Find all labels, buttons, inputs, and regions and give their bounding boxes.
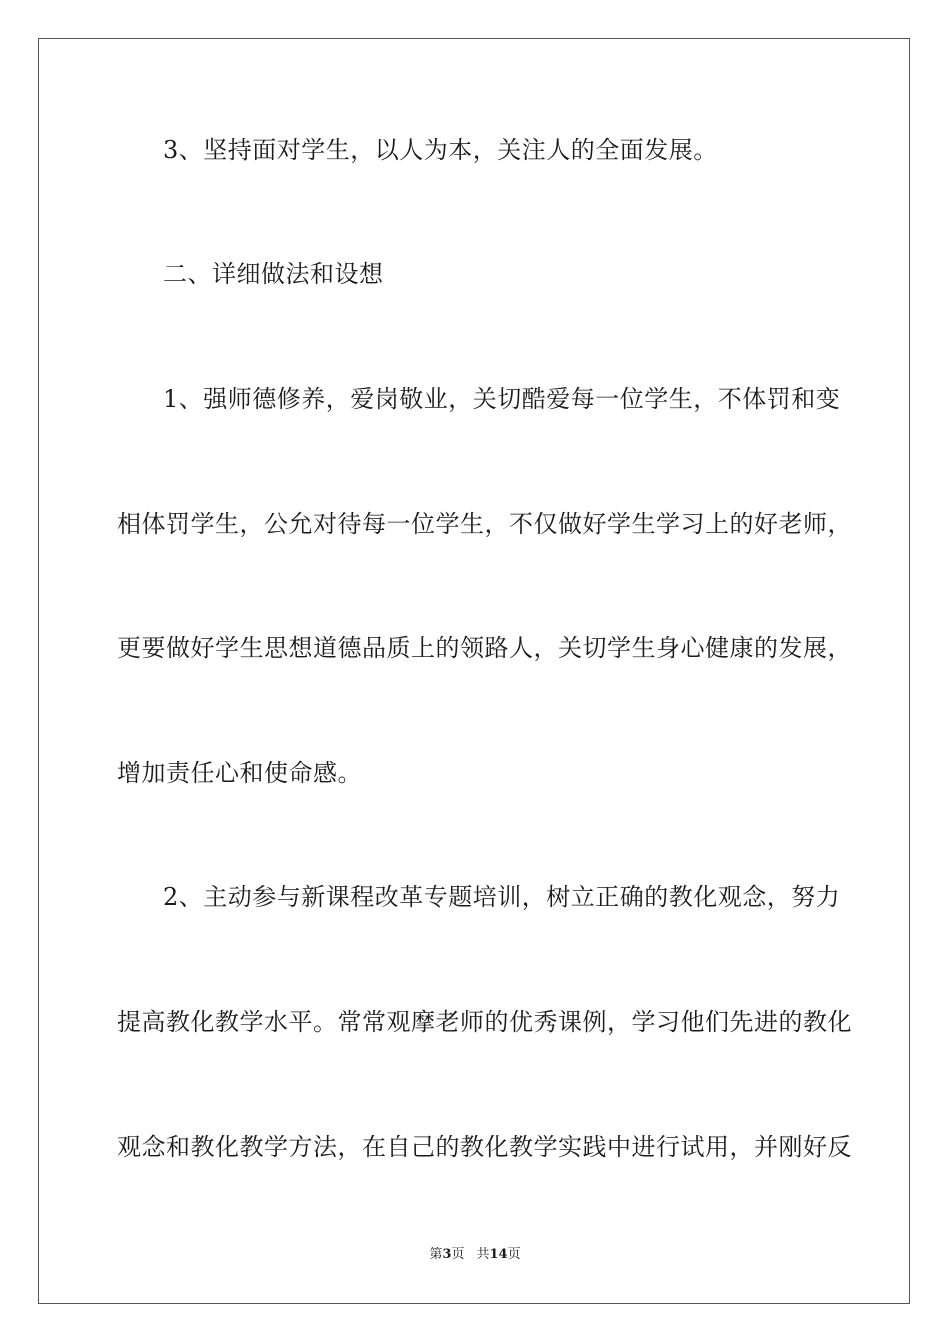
paragraph-line-3: 1、强师德修养，爱岗敬业，关切酷爱每一位学生，不体罚和变: [163, 385, 841, 413]
footer-total-suffix: 页: [507, 1247, 521, 1262]
paragraph-line-5: 更要做好学生思想道德品质上的领路人，关切学生身心健康的发展，: [117, 634, 852, 662]
paragraph-line-8: 提高教化教学水平。常常观摩老师的优秀课例，学习他们先进的教化: [117, 1008, 852, 1036]
paragraph-line-4: 相体罚学生，公允对待每一位学生，不仅做好学生学习上的好老师，: [117, 510, 852, 538]
paragraph-line-9: 观念和教化教学方法，在自己的教化教学实践中进行试用，并刚好反: [117, 1133, 852, 1161]
footer-page-suffix: 页: [451, 1247, 465, 1262]
section-heading: 二、详细做法和设想: [163, 260, 384, 288]
page-frame: [38, 38, 910, 1304]
footer-page-prefix: 第: [429, 1247, 443, 1262]
page-footer: [0, 1246, 950, 1264]
footer-total-pages: 14: [489, 1247, 508, 1262]
paragraph-line-7: 2、主动参与新课程改革专题培训，树立正确的教化观念，努力: [163, 883, 841, 911]
paragraph-line-6: 增加责任心和使命感。: [117, 759, 362, 787]
footer-total-prefix: 共: [476, 1247, 490, 1262]
footer-page-number: 3: [442, 1247, 452, 1262]
paragraph-line-1: 3、坚持面对学生，以人为本，关注人的全面发展。: [163, 136, 718, 164]
